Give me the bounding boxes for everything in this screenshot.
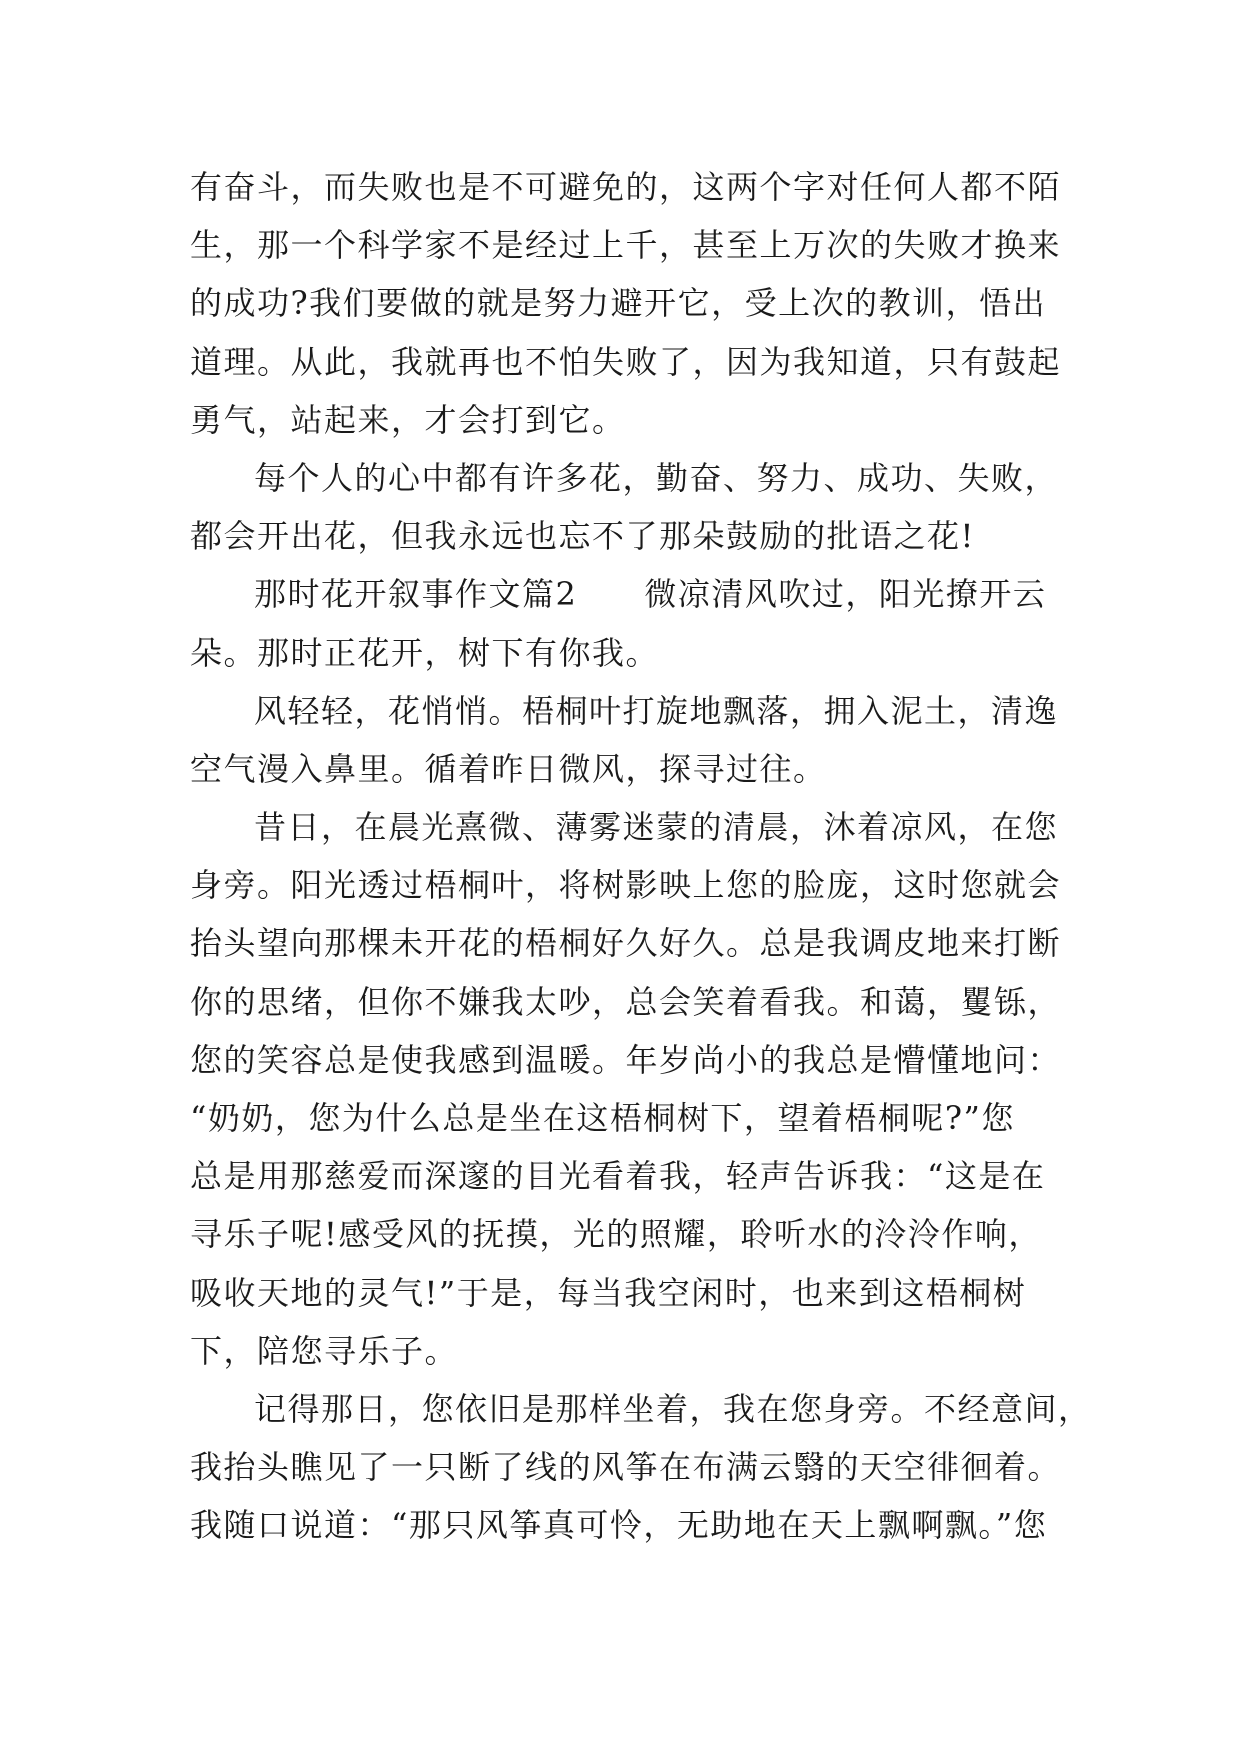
text-line: 你的思绪，但你不嫌我太吵，总会笑着看我。和蔼，矍铄， — [190, 982, 1062, 1021]
text-line: 那时花开叙事作文篇2 微凉清风吹过，阳光撩开云 — [254, 575, 1047, 614]
text-line: 身旁。阳光透过梧桐叶，将树影映上您的脸庞，这时您就会 — [190, 866, 1062, 905]
text-line: 有奋斗，而失败也是不可避免的，这两个字对任何人都不陌 — [190, 168, 1062, 206]
text-line: 空气漫入鼻里。循着昨日微风，探寻过往。 — [190, 749, 827, 788]
text-line: 朵。那时正花开，树下有你我。 — [190, 633, 660, 672]
text-line: 您的笑容总是使我感到温暖。年岁尚小的我总是懵懂地问： — [190, 1040, 1062, 1079]
text-line: 昔日，在晨光熹微、薄雾迷蒙的清晨，沐着凉风，在您 — [254, 808, 1059, 847]
text-line: 下，陪您寻乐子。 — [190, 1331, 459, 1370]
text-line: 勇气，站起来，才会打到它。 — [190, 400, 626, 439]
body-text — [190, 158, 1092, 1555]
text-line: 吸收天地的灵气!”于是，每当我空闲时，也来到这梧桐树 — [190, 1273, 1027, 1312]
text-line: 总是用那慈爱而深邃的目光看着我，轻声告诉我：“这是在 — [190, 1157, 1046, 1196]
text-line: 记得那日，您依旧是那样坐着，我在您身旁。不经意间， — [254, 1389, 1092, 1428]
text-line: 风轻轻，花悄悄。梧桐叶打旋地飘落，拥入泥土，清逸 — [254, 691, 1059, 730]
text-line: 生，那一个科学家不是经过上千，甚至上万次的失败才换来 — [190, 226, 1062, 265]
text-line: 都会开出花，但我永远也忘不了那朵鼓励的批语之花! — [190, 517, 975, 556]
text-line: 道理。从此，我就再也不怕失败了，因为我知道，只有鼓起 — [190, 342, 1062, 381]
text-line: 抬头望向那棵未开花的梧桐好久好久。总是我调皮地来打断 — [190, 924, 1062, 963]
text-line: 我随口说道：“那只风筝真可怜，无助地在天上飘啊飘。”您 — [190, 1506, 1048, 1545]
text-line: 寻乐子呢!感受风的抚摸，光的照耀，聆听水的泠泠作响， — [190, 1215, 1042, 1254]
text-line: “奶奶，您为什么总是坐在这梧桐树下，望着梧桐呢?”您 — [190, 1099, 1015, 1137]
text-line: 的成功?我们要做的就是努力避开它，受上次的教训，悟出 — [190, 284, 1047, 323]
text-line: 每个人的心中都有许多花，勤奋、努力、成功、失败， — [254, 458, 1059, 497]
text-line: 我抬头瞧见了一只断了线的风筝在布满云翳的天空徘徊着。 — [190, 1448, 1062, 1487]
